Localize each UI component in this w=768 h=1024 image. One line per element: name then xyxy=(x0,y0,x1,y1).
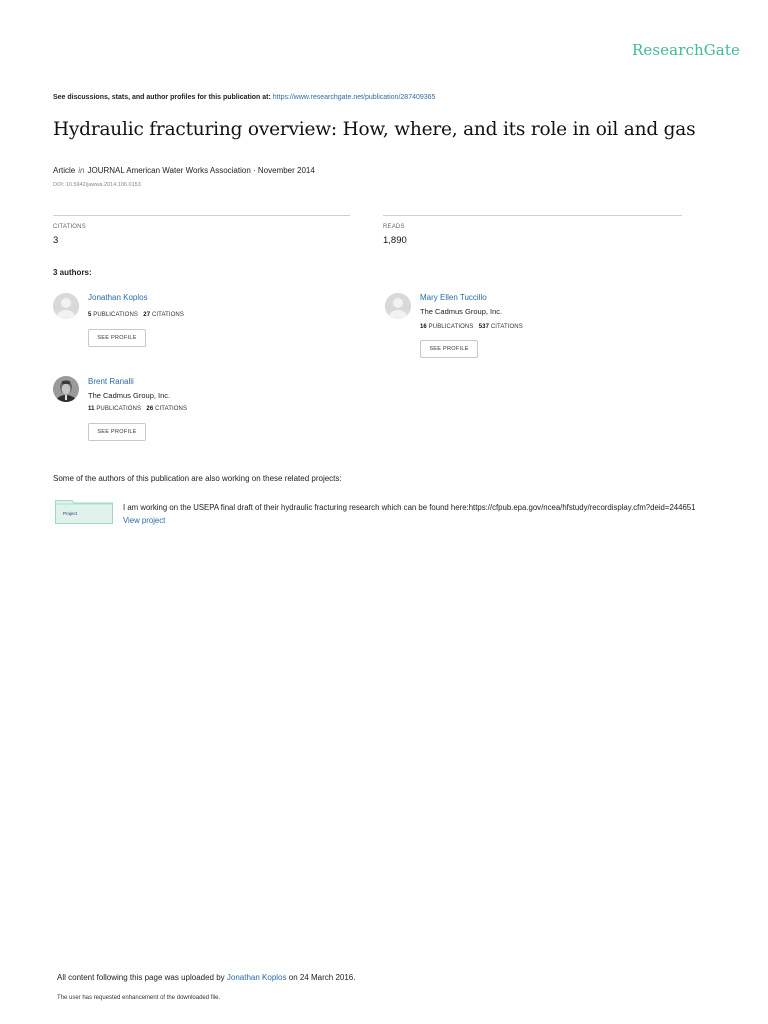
publications-label: PUBLICATIONS xyxy=(93,312,138,318)
publications-label: PUBLICATIONS xyxy=(96,406,142,412)
author-card xyxy=(53,293,253,353)
citations-count: 537 xyxy=(478,324,490,330)
publications-count: 16 xyxy=(420,324,427,330)
authors-heading: 3 authors: xyxy=(53,268,92,277)
discussion-text: See discussions, stats, and author profiles for this publication at: xyxy=(53,94,271,101)
in-word: in xyxy=(78,166,85,175)
citations-count: 27 xyxy=(143,312,151,318)
publications-count: 11 xyxy=(88,406,95,412)
citations-label: CITATIONS xyxy=(490,324,523,330)
author-name-link[interactable]: Mary Ellen Tuccillo xyxy=(420,293,487,302)
author-name-link[interactable]: Brent Ranalli xyxy=(88,377,134,386)
upload-suffix: on 24 March 2016. xyxy=(288,973,356,982)
doi: DOI: 10.5942/jawwa.2014.106.0153 xyxy=(53,182,141,188)
article-type: Article xyxy=(53,166,76,175)
author-stats xyxy=(88,406,187,412)
placeholder-avatar-icon[interactable] xyxy=(385,293,411,319)
citations-label: CITATIONS xyxy=(151,312,184,318)
author-stats xyxy=(88,312,184,318)
reads-divider xyxy=(383,215,682,216)
portrait-photo[interactable] xyxy=(53,376,79,402)
project-folder-label: Project xyxy=(62,511,77,516)
citations-label: CITATIONS xyxy=(53,224,86,230)
see-profile-button[interactable]: SEE PROFILE xyxy=(88,329,146,347)
author-institution: The Cadmus Group, Inc. xyxy=(88,391,171,400)
publications-count: 5 xyxy=(88,312,92,318)
publication-url-link[interactable]: https://www.researchgate.net/publication/287409365 xyxy=(272,94,436,101)
placeholder-avatar-icon[interactable] xyxy=(53,293,79,319)
citations-value: 3 xyxy=(53,235,59,246)
citations-label: CITATIONS xyxy=(155,406,188,412)
article-info xyxy=(53,166,315,175)
author-card xyxy=(53,376,273,446)
reads-label: READS xyxy=(383,224,405,230)
related-projects-heading: Some of the authors of this publication are also working on these related projects: xyxy=(53,474,342,483)
upload-prefix: All content following this page was uploaded by xyxy=(57,973,225,982)
citations-count: 26 xyxy=(146,406,154,412)
project-description-text: I am working on the USEPA final draft of their hydraulic fracturing research which can be found here:https://cfpub.epa.gov/ncea/hfstudy/recordisplay.cfm?deid=244651 xyxy=(123,503,696,512)
upload-info xyxy=(57,973,355,982)
discussion-line xyxy=(53,94,435,101)
author-stats xyxy=(420,324,523,330)
project-folder-icon[interactable] xyxy=(55,500,113,524)
enhancement-note: The user has requested enhancement of the downloaded file. xyxy=(57,995,221,1001)
author-card xyxy=(385,293,605,363)
see-profile-button[interactable]: SEE PROFILE xyxy=(88,423,146,441)
see-profile-button[interactable]: SEE PROFILE xyxy=(420,340,478,358)
author-institution: The Cadmus Group, Inc. xyxy=(420,307,503,316)
citations-divider xyxy=(53,215,350,216)
project-description xyxy=(123,501,703,527)
journal-date: JOURNAL American Water Works Association · November 2014 xyxy=(87,166,315,175)
researchgate-logo[interactable]: ResearchGate xyxy=(632,41,740,59)
author-name-link[interactable]: Jonathan Koplos xyxy=(88,293,148,302)
view-project-link[interactable]: View project xyxy=(123,516,166,525)
publications-label: PUBLICATIONS xyxy=(428,324,474,330)
reads-value: 1,890 xyxy=(383,235,407,246)
publication-title: Hydraulic fracturing overview: How, where, and its role in oil and gas xyxy=(53,119,696,140)
uploader-link[interactable]: Jonathan Koplos xyxy=(226,973,287,982)
